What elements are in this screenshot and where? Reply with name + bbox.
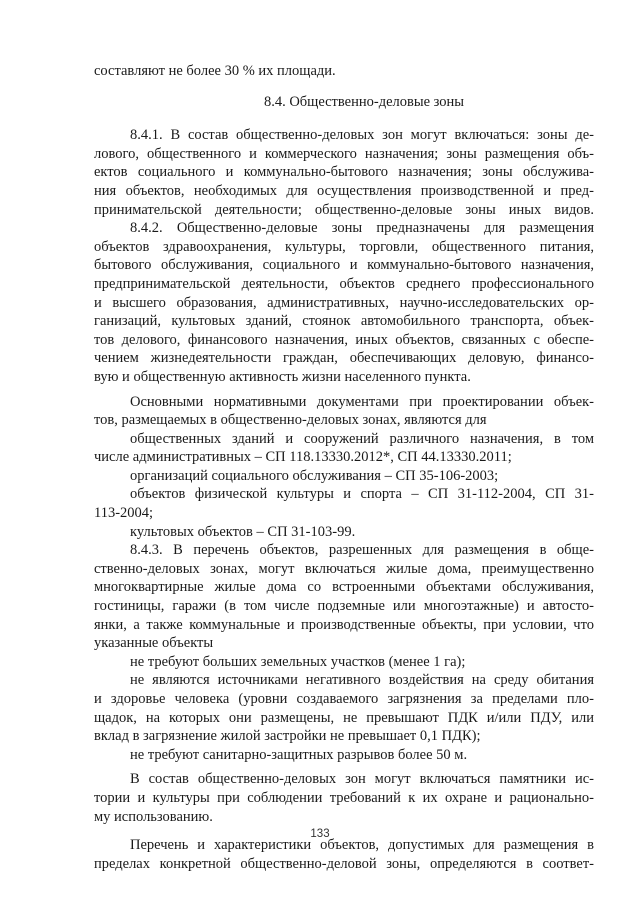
text-line: объектов здравоохранения, культуры, торговли, общественного питания, — [94, 238, 594, 255]
text-line: общественных зданий и сооружений различного назначения, в том — [130, 430, 594, 447]
norm-sport — [94, 485, 594, 522]
text-line: лового, общественного и коммерческого назначения; зоны размещения объ- — [94, 145, 594, 162]
text-line: 8.4.1. В состав общественно-деловых зон могут включаться: зоны де- — [130, 127, 594, 144]
text-line: указанные объекты — [94, 635, 214, 652]
text-line: 8.4.3. В перечень объектов, разрешенных для размещения в обще- — [130, 542, 594, 559]
paragraph-8-4-2 — [94, 219, 594, 386]
text-line: Перечень и характеристики объектов, допустимых для размещения в — [130, 837, 594, 854]
text-line: щадок, на которых они размещены, не превышают ПДК и/или ПДУ, или — [94, 709, 594, 726]
paragraph-norms — [94, 393, 594, 430]
text-line: ектов социального и коммунально-бытового назначения; зоны обслужива- — [94, 164, 594, 181]
section-heading: 8.4. Общественно-деловые зоны — [263, 93, 465, 110]
page-number: 133 — [310, 828, 330, 840]
condition-sanitary: не требуют санитарно-защитных разрывов более 50 м. — [130, 746, 468, 763]
text-line: не являются источниками негативного воздействия на среду обитания — [130, 672, 594, 689]
text-line: Основными нормативными документами при проектировании объек- — [130, 393, 594, 410]
text-line: вклад в загрязнение жилой застройки не превышает 0,1 ПДК); — [94, 728, 481, 745]
text-line: числе административных – СП 118.13330.2012*, СП 44.13330.2011; — [94, 449, 512, 466]
text-line: янки, а также коммунальные и производственные объекты, при условии, что — [94, 616, 594, 633]
text-line: ния объектов, необходимых для осуществления производственной и пред- — [94, 182, 594, 199]
text-line: му использованию. — [94, 808, 213, 825]
text-line: и высшего образования, административных, научно-исследовательских ор- — [94, 294, 594, 311]
text-line: 113-2004; — [94, 505, 154, 522]
norm-religious: культовых объектов – СП 31-103-99. — [130, 523, 356, 540]
norm-public-buildings — [94, 430, 594, 467]
text-line: предпринимательской деятельности, объектов среднего профессионального — [94, 275, 594, 292]
condition-land: не требуют больших земельных участков (менее 1 га); — [130, 653, 466, 670]
text-line: и здоровье человека (уровни создаваемого загрязнения за пределами пло- — [94, 691, 594, 707]
paragraph-object-list — [94, 836, 594, 873]
page-body — [94, 62, 594, 873]
text-line: тории и культуры при соблюдении требований к их охране и рационально- — [94, 789, 594, 806]
intro-line: составляют не более 30 % их площади. — [94, 63, 336, 79]
text-line: многоквартирные жилые дома со встроенными объектами обслуживания, — [94, 579, 594, 596]
text-line: принимательской деятельности; общественно-деловые зоны иных видов. — [94, 201, 594, 218]
text-line: гостиницы, гаражи (в том числе подземные или многоэтажные) и автосто- — [94, 598, 594, 615]
condition-impact — [94, 671, 594, 745]
text-line: пределах конкретной общественно-деловой зоны, определяются в соответ- — [94, 855, 594, 872]
text-line: тов делового, финансового назначения, иных объектов, связанных с обеспе- — [94, 331, 594, 348]
text-line: ственно-деловых зонах, могут включаться жилые дома, преимущественно — [94, 560, 594, 577]
text-line: тов, размещаемых в общественно-деловых зонах, являются для — [94, 412, 487, 429]
norm-social: организаций социального обслуживания – СП 35-106-2003; — [130, 467, 499, 484]
text-line: ганизаций, культовых зданий, стоянок автомобильного транспорта, объек- — [94, 313, 594, 330]
paragraph-monuments — [94, 770, 594, 826]
text-line: объектов физической культуры и спорта – СП 31-112-2004, СП 31- — [130, 486, 594, 503]
paragraph-8-4-1 — [94, 126, 594, 219]
text-line: В состав общественно-деловых зон могут включаться памятники ис- — [130, 771, 594, 788]
text-line: бытового обслуживания, социального и коммунально-бытового назначения, — [94, 257, 594, 274]
text-line: 8.4.2. Общественно-деловые зоны предназначены для размещения — [130, 220, 594, 237]
text-line: чением жизнедеятельности граждан, обеспечивающих деловую, финансо- — [94, 350, 594, 367]
paragraph-8-4-3 — [94, 541, 594, 653]
text-line: вую и общественную активность жизни населенного пункта. — [94, 368, 471, 385]
